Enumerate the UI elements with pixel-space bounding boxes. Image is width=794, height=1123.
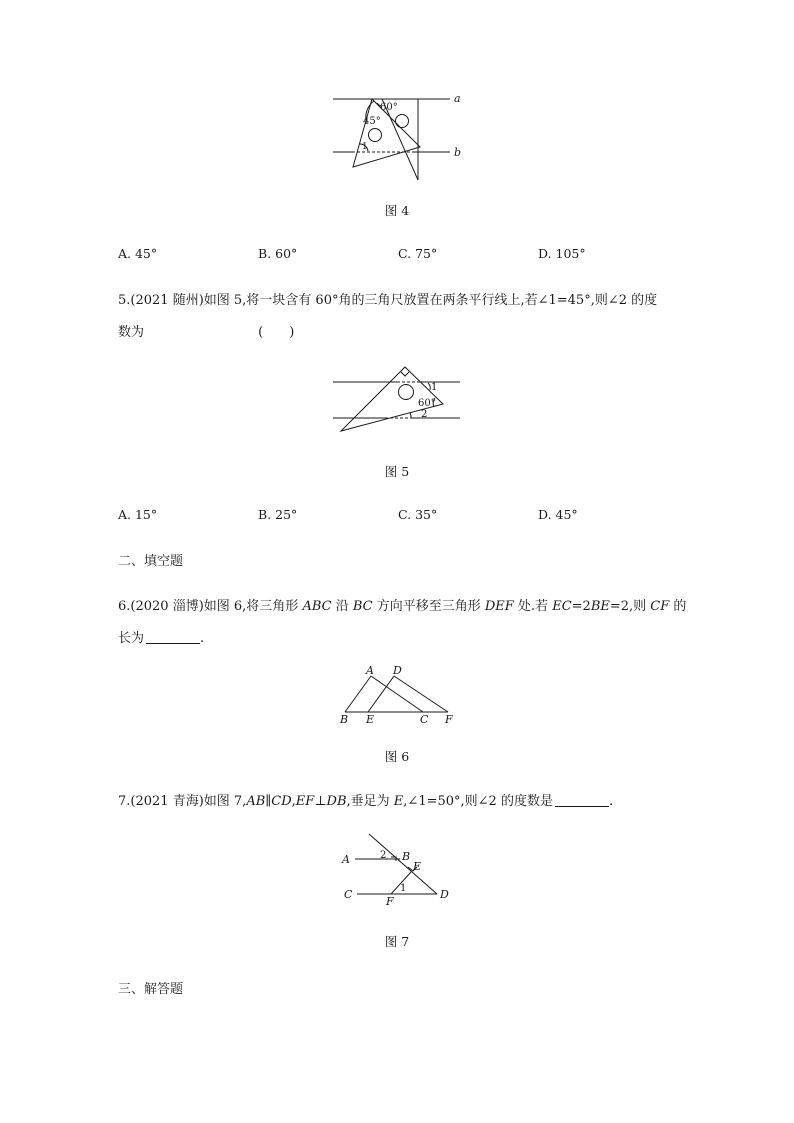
figure-7 — [340, 830, 460, 908]
q7-var: AB — [246, 794, 266, 809]
q7-var: DB — [326, 794, 347, 809]
section-3-title: 三、解答题 — [118, 982, 184, 997]
q7-text: ,∠1=50°,则∠2 的度数是 — [403, 794, 553, 809]
question-7-line-1 — [118, 790, 613, 809]
fig4-angle-60-label: 60° — [380, 102, 398, 113]
fig4-label-b: b — [454, 146, 462, 159]
figure-7-drawing — [340, 830, 460, 908]
fig6-label-B: B — [340, 713, 349, 726]
q6-var: EC — [552, 599, 572, 614]
answer-bracket[interactable]: ( ) — [258, 325, 295, 340]
fig5-caption: 图 5 — [384, 464, 410, 479]
fig6-label-D: D — [393, 664, 402, 677]
q6-prompt: 长为 — [118, 631, 145, 646]
q6-var: ABC — [302, 599, 332, 614]
fig6-label-F: F — [445, 713, 453, 726]
q7-text: ∥ — [265, 794, 272, 809]
q7-end: . — [608, 794, 614, 809]
q7-var: E — [393, 794, 404, 809]
fig4-option-b[interactable]: B. 60° — [258, 246, 298, 261]
q6-text: 沿 — [331, 599, 353, 614]
fig4-option-d[interactable]: D. 105° — [538, 246, 586, 261]
q6-text: 处.若 — [513, 599, 553, 614]
q7-text: 7.(2021 青海)如图 7, — [118, 794, 247, 809]
question-5-line-1: 5.(2021 随州)如图 5,将一块含有 60°角的三角尺放置在两条平行线上,若∠1=45°,则∠2 的度 — [118, 293, 658, 308]
question-5-line-2 — [118, 321, 294, 340]
fig7-label-A: A — [342, 853, 350, 866]
fig4-label-a: a — [454, 92, 461, 105]
q7-text: ⊥ — [314, 794, 327, 809]
q7-text: ,垂足为 — [346, 794, 394, 809]
q7-var: CD — [271, 794, 292, 809]
fig7-label-D: D — [440, 888, 449, 901]
question-5-prompt: 数为 — [118, 325, 145, 340]
fig4-option-c[interactable]: C. 75° — [398, 246, 438, 261]
figure-4-drawing — [330, 90, 470, 185]
fig6-label-A: A — [366, 664, 374, 677]
fig4-caption: 图 4 — [384, 203, 410, 218]
fig6-label-E: E — [366, 713, 375, 726]
fig6-label-C: C — [420, 713, 429, 726]
question-6-line-1 — [118, 595, 686, 614]
q7-answer-blank[interactable] — [555, 806, 609, 807]
q6-answer-blank[interactable] — [146, 643, 200, 644]
q6-text: 6.(2020 淄博)如图 6,将三角形 — [118, 599, 303, 614]
q6-var: BE — [590, 599, 610, 614]
q6-text: =2 — [571, 599, 591, 614]
q6-text: =2,则 — [609, 599, 651, 614]
fig5-angle-1-label: 1 — [431, 382, 438, 393]
fig4-angle-45-label: 45° — [363, 116, 381, 127]
figure-5-drawing — [330, 362, 465, 434]
q7-var: EF — [295, 794, 315, 809]
q6-text: 的 — [669, 599, 687, 614]
fig5-angle-2-label: 2 — [421, 409, 428, 420]
q6-end: . — [200, 631, 205, 646]
fig5-option-a[interactable]: A. 15° — [118, 507, 158, 522]
fig5-option-c[interactable]: C. 35° — [398, 507, 438, 522]
fig5-angle-60-label: 60° — [418, 398, 436, 409]
q6-text: 方向平移至三角形 — [372, 599, 485, 614]
figure-4 — [330, 90, 470, 185]
q6-var: BC — [352, 599, 373, 614]
q6-var: CF — [650, 599, 670, 614]
fig7-angle-2-label: 2 — [380, 850, 387, 861]
figure-6-drawing — [335, 660, 460, 726]
fig5-option-b[interactable]: B. 25° — [258, 507, 298, 522]
fig7-caption: 图 7 — [384, 934, 410, 949]
fig7-label-B: B — [402, 850, 411, 863]
fig7-angle-1-label: 1 — [400, 883, 407, 894]
fig4-angle-1-label: 1 — [362, 142, 368, 152]
figure-5 — [330, 362, 465, 434]
figure-6 — [335, 660, 460, 726]
question-6-line-2 — [118, 627, 204, 646]
fig7-label-E: E — [413, 860, 422, 873]
q6-var: DEF — [484, 599, 514, 614]
fig6-caption: 图 6 — [384, 749, 410, 764]
fig4-option-a[interactable]: A. 45° — [118, 246, 158, 261]
fig7-label-C: C — [344, 888, 353, 901]
fig7-label-F: F — [386, 895, 394, 908]
section-2-title: 二、填空题 — [118, 554, 184, 569]
fig5-option-d[interactable]: D. 45° — [538, 507, 578, 522]
q7-text: , — [291, 794, 296, 809]
